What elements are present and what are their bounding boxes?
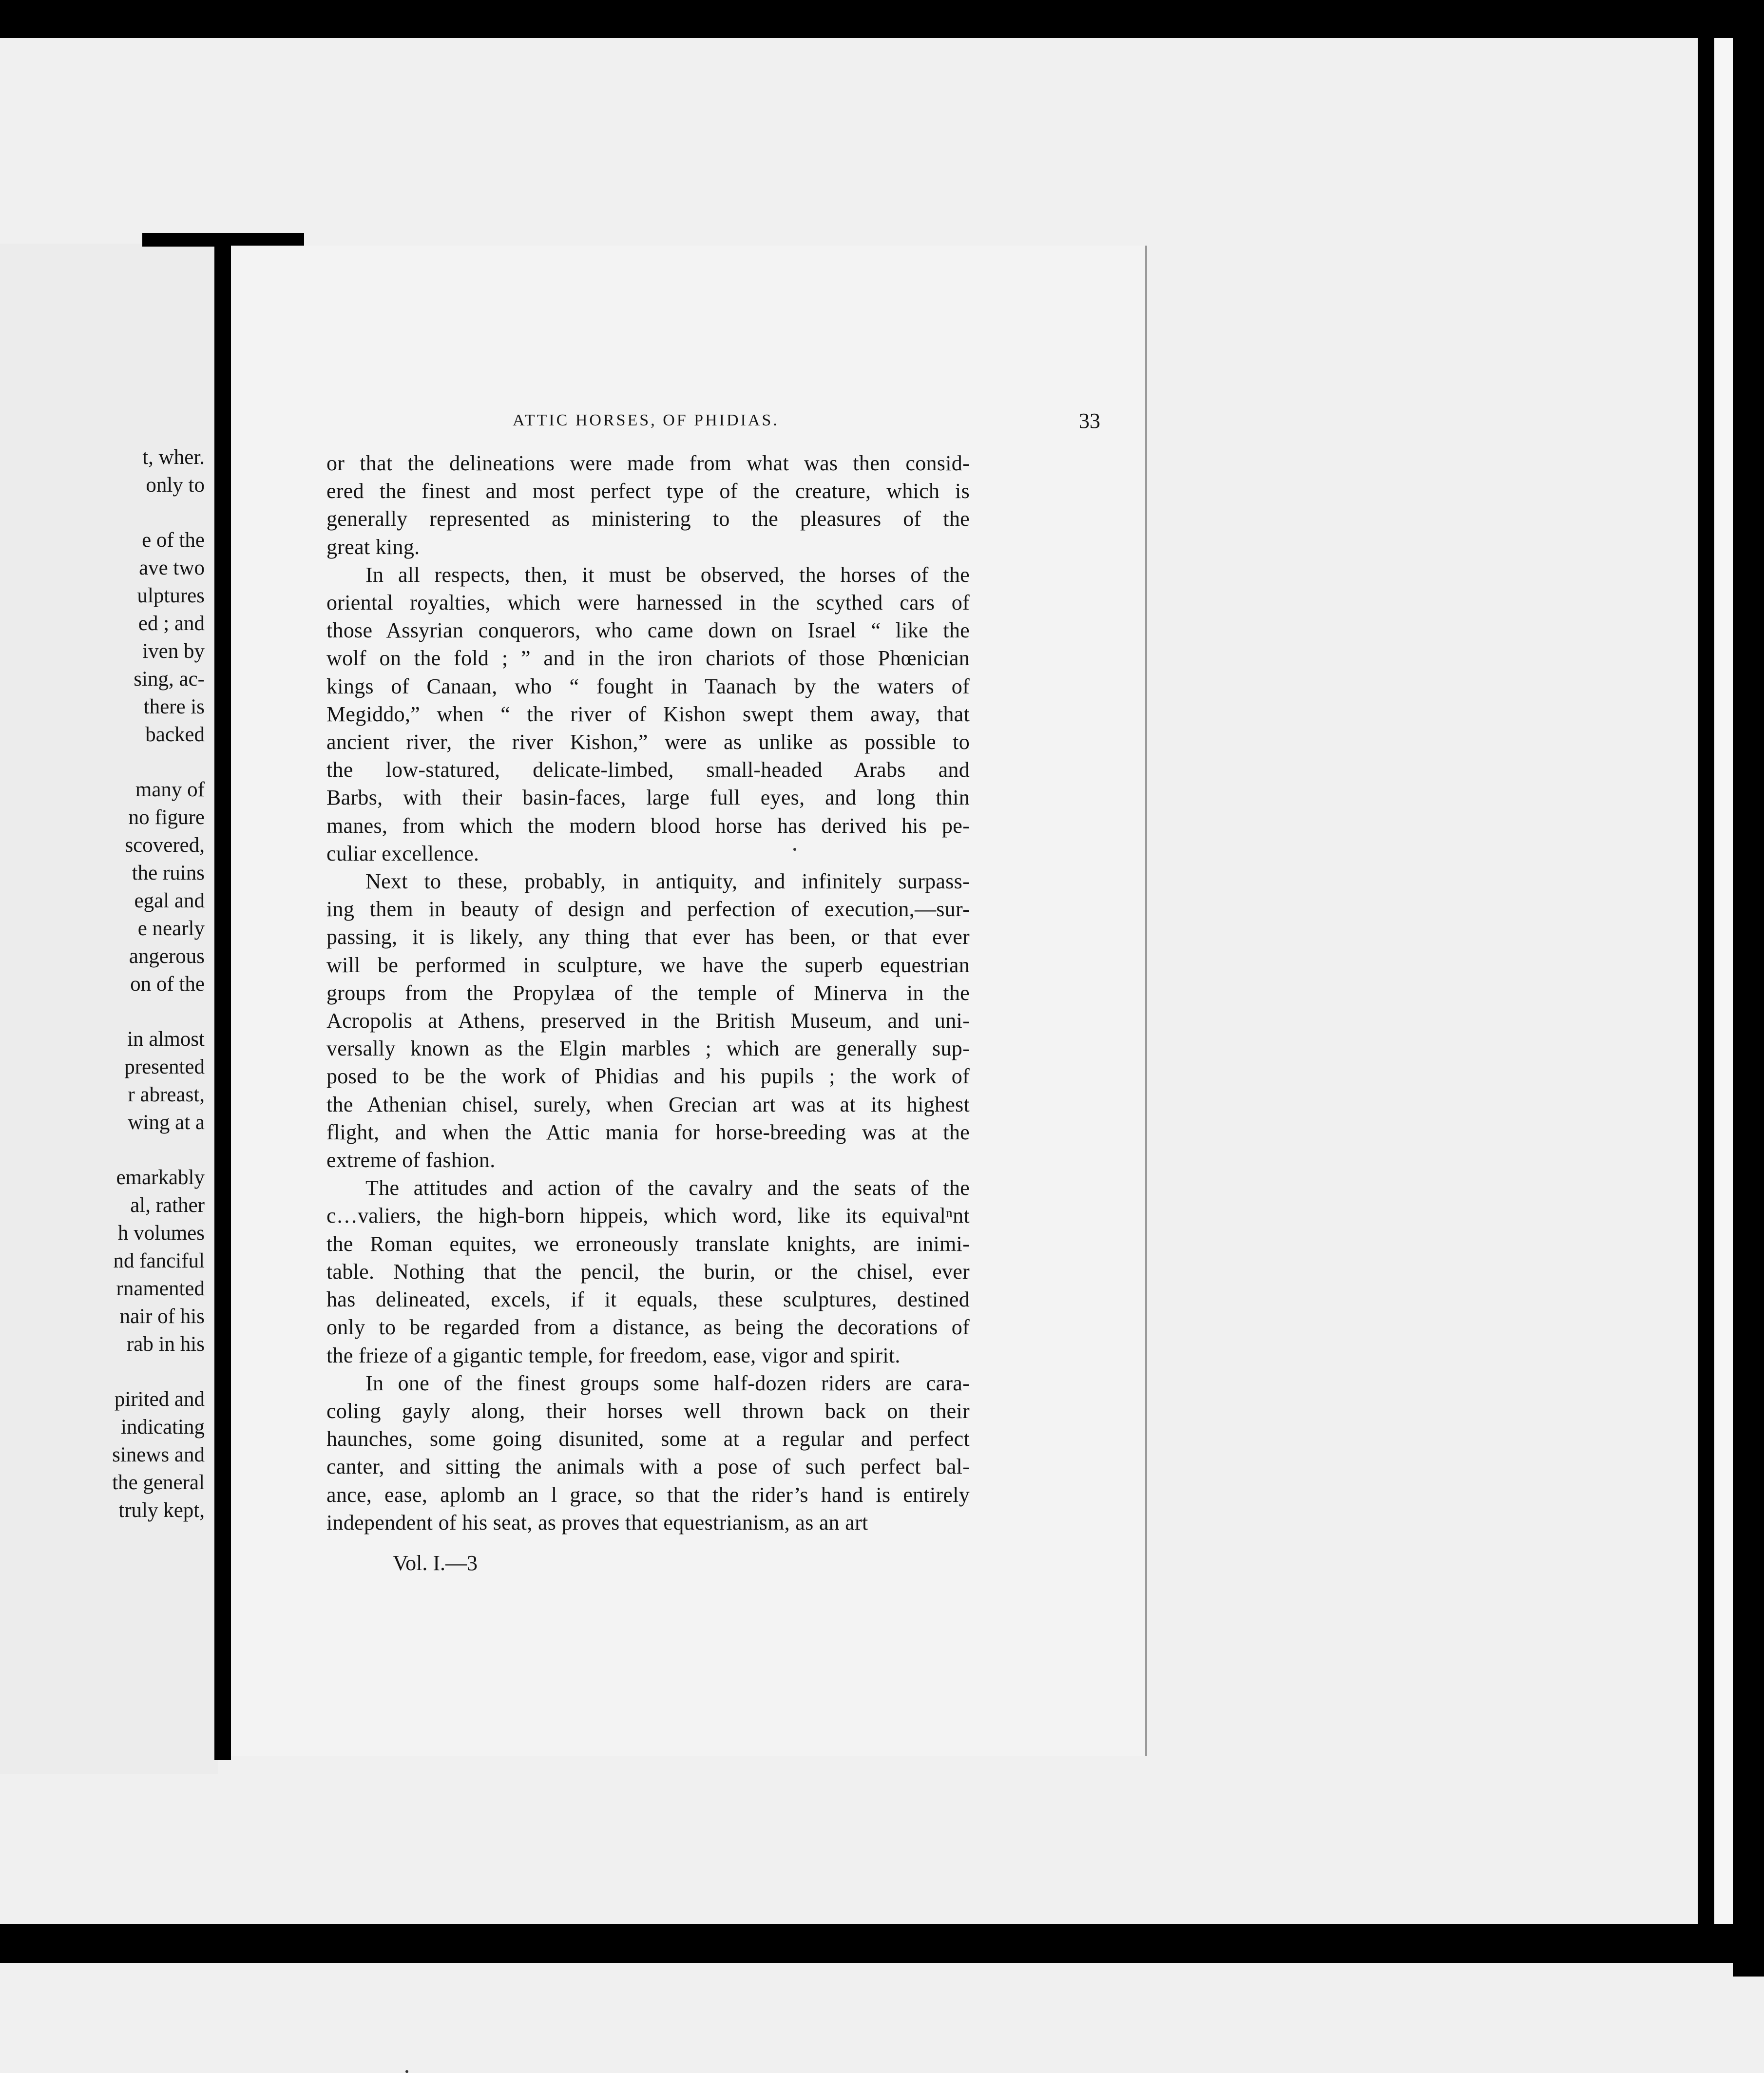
left-paragraph-fragment	[0, 443, 205, 499]
left-text-fragment: ulptures	[137, 584, 205, 607]
left-text-fragment: the general	[112, 1471, 205, 1494]
text-line: independent of his seat, as proves that equestrianism, as an art	[326, 1510, 868, 1535]
left-text-fragment: rnamented	[116, 1277, 205, 1300]
left-paragraph-fragment	[0, 526, 205, 749]
left-text-fragment: wing at a	[128, 1111, 205, 1134]
text-line: Acropolis at Athens, preserved in the British Museum, and uni-	[326, 1009, 970, 1033]
left-text-fragment: there is	[143, 695, 205, 718]
left-text-fragment: truly kept,	[118, 1499, 205, 1522]
left-paragraph-fragment	[0, 776, 205, 998]
text-line: culiar excellence.	[326, 841, 479, 865]
frame-far-right-border	[1733, 19, 1764, 1977]
text-line: posed to be the work of Phidias and his pupils ; the work of	[326, 1064, 970, 1089]
left-text-fragment: indicating	[121, 1416, 205, 1439]
text-line: those Assyrian conquerors, who came down on Israel “ like the	[326, 618, 970, 643]
left-text-fragment: emarkably	[116, 1166, 205, 1189]
left-paragraph-fragment	[0, 1385, 205, 1524]
book-gutter	[214, 244, 231, 1760]
text-line: or that the delineations were made from what was then consid-	[326, 451, 970, 475]
page-body-text	[326, 449, 970, 1536]
frame-right-border	[1698, 38, 1714, 1924]
left-text-fragment: scovered,	[125, 834, 205, 857]
left-text-fragment: ave two	[139, 557, 205, 579]
left-text-fragment: in almost	[127, 1028, 205, 1051]
text-line: has delineated, excels, if it equals, these sculptures, destined	[326, 1287, 970, 1312]
text-line: Next to these, probably, in antiquity, and infinitely surpass-	[365, 869, 970, 894]
text-line: the Athenian chisel, surely, when Grecian art was at its highest	[326, 1092, 970, 1116]
left-text-fragment: nd fanciful	[113, 1249, 205, 1272]
left-text-fragment: angerous	[129, 945, 205, 968]
frame-top-border	[0, 0, 1764, 38]
text-line: Barbs, with their basin-faces, large full eyes, and long thin	[326, 786, 970, 810]
text-line: great king.	[326, 535, 420, 559]
frame-edge-strip	[1714, 38, 1733, 1924]
text-line: the Roman equites, we erroneously translate knights, are inimi-	[326, 1231, 970, 1256]
paragraph	[326, 1369, 970, 1536]
left-text-fragment: on of the	[130, 973, 205, 996]
left-paragraph-fragment	[0, 1164, 205, 1358]
left-text-fragment: many of	[135, 778, 205, 801]
text-line: c…valiers, the high-born hippeis, which word, like its equivalⁿnt	[326, 1204, 970, 1228]
left-text-fragment: no figure	[128, 806, 205, 829]
text-line: wolf on the fold ; ” and in the iron chariots of those Phœnician	[326, 646, 970, 671]
left-text-fragment: sinews and	[112, 1443, 205, 1466]
left-text-fragment: iven by	[142, 640, 205, 663]
left-text-fragment: rab in his	[126, 1333, 205, 1356]
text-line: the frieze of a gigantic temple, for freedom, ease, vigor and spirit.	[326, 1343, 901, 1367]
text-line: passing, it is likely, any thing that ever has been, or that ever	[326, 925, 970, 949]
left-text-fragment: r abreast,	[128, 1083, 205, 1106]
paragraph	[326, 561, 970, 867]
text-line: versally known as the Elgin marbles ; which are generally sup-	[326, 1036, 970, 1061]
left-text-fragment: only to	[146, 474, 205, 497]
page-number: 33	[1079, 409, 1100, 433]
paragraph	[326, 449, 970, 561]
text-line: flight, and when the Attic mania for horse-breeding was at the	[326, 1120, 970, 1144]
text-line: will be performed in sculpture, we have the superb equestrian	[326, 953, 970, 977]
left-paragraph-fragment	[0, 1025, 205, 1136]
text-line: Megiddo,” when “ the river of Kishon swept them away, that	[326, 702, 970, 726]
left-text-fragment: egal and	[134, 889, 205, 912]
text-line: generally represented as ministering to the pleasures of the	[326, 507, 970, 531]
left-page	[0, 244, 218, 1774]
left-text-fragment: h volumes	[118, 1222, 205, 1245]
left-text-fragment: ed ; and	[138, 612, 205, 635]
signature-mark: Vol. I.—3	[393, 1551, 478, 1575]
running-head-title: ATTIC HORSES, OF PHIDIAS.	[513, 411, 779, 429]
text-line: In one of the finest groups some half-dozen riders are cara-	[365, 1371, 970, 1395]
text-line: oriental royalties, which were harnessed in the scythed cars of	[326, 591, 970, 615]
text-line: haunches, some going disunited, some at a regular and perfect	[326, 1427, 970, 1451]
right-page	[231, 246, 1147, 1756]
left-text-fragment: backed	[145, 723, 205, 746]
text-line: ing them in beauty of design and perfection of execution,—sur-	[326, 897, 970, 921]
frame-bottom-border	[0, 1924, 1764, 1963]
left-text-fragment: the ruins	[132, 862, 205, 884]
text-line: canter, and sitting the animals with a pose of such perfect bal-	[326, 1455, 970, 1479]
left-text-fragment: pirited and	[114, 1388, 205, 1411]
left-text-fragment: nair of his	[119, 1305, 205, 1328]
text-line: table. Nothing that the pencil, the burin, or the chisel, ever	[326, 1259, 970, 1284]
left-text-fragment: sing, ac-	[134, 668, 205, 691]
text-line: the low-statured, delicate-limbed, small-headed Arabs and	[326, 758, 970, 782]
text-line: extreme of fashion.	[326, 1148, 496, 1172]
text-line: coling gayly along, their horses well thrown back on their	[326, 1399, 970, 1423]
text-line: ance, ease, aplomb an l grace, so that the rider’s hand is entirely	[326, 1482, 970, 1507]
left-text-fragment: al, rather	[130, 1194, 205, 1217]
text-line: only to be regarded from a distance, as being the decorations of	[326, 1315, 970, 1340]
print-speck	[793, 848, 796, 851]
left-page-text-fragments	[0, 443, 205, 1552]
text-line: kings of Canaan, who “ fought in Taanach by the waters of	[326, 674, 970, 698]
text-line: groups from the Propylæa of the temple of Minerva in the	[326, 980, 970, 1005]
text-line: manes, from which the modern blood horse has derived his pe-	[326, 813, 970, 838]
left-text-fragment: e nearly	[137, 917, 205, 940]
text-line: In all respects, then, it must be observed, the horses of the	[365, 562, 970, 587]
text-line: The attitudes and action of the cavalry and the seats of the	[365, 1176, 970, 1200]
print-speck	[405, 2070, 408, 2073]
paragraph	[326, 867, 970, 1174]
left-text-fragment: e of the	[142, 529, 205, 552]
text-line: ancient river, the river Kishon,” were as unlike as possible to	[326, 730, 970, 754]
left-text-fragment: t, wher.	[142, 446, 205, 469]
text-line: ered the finest and most perfect type of the creature, which is	[326, 479, 970, 503]
running-head	[231, 411, 1145, 441]
left-text-fragment: presented	[124, 1056, 205, 1078]
paragraph	[326, 1174, 970, 1369]
